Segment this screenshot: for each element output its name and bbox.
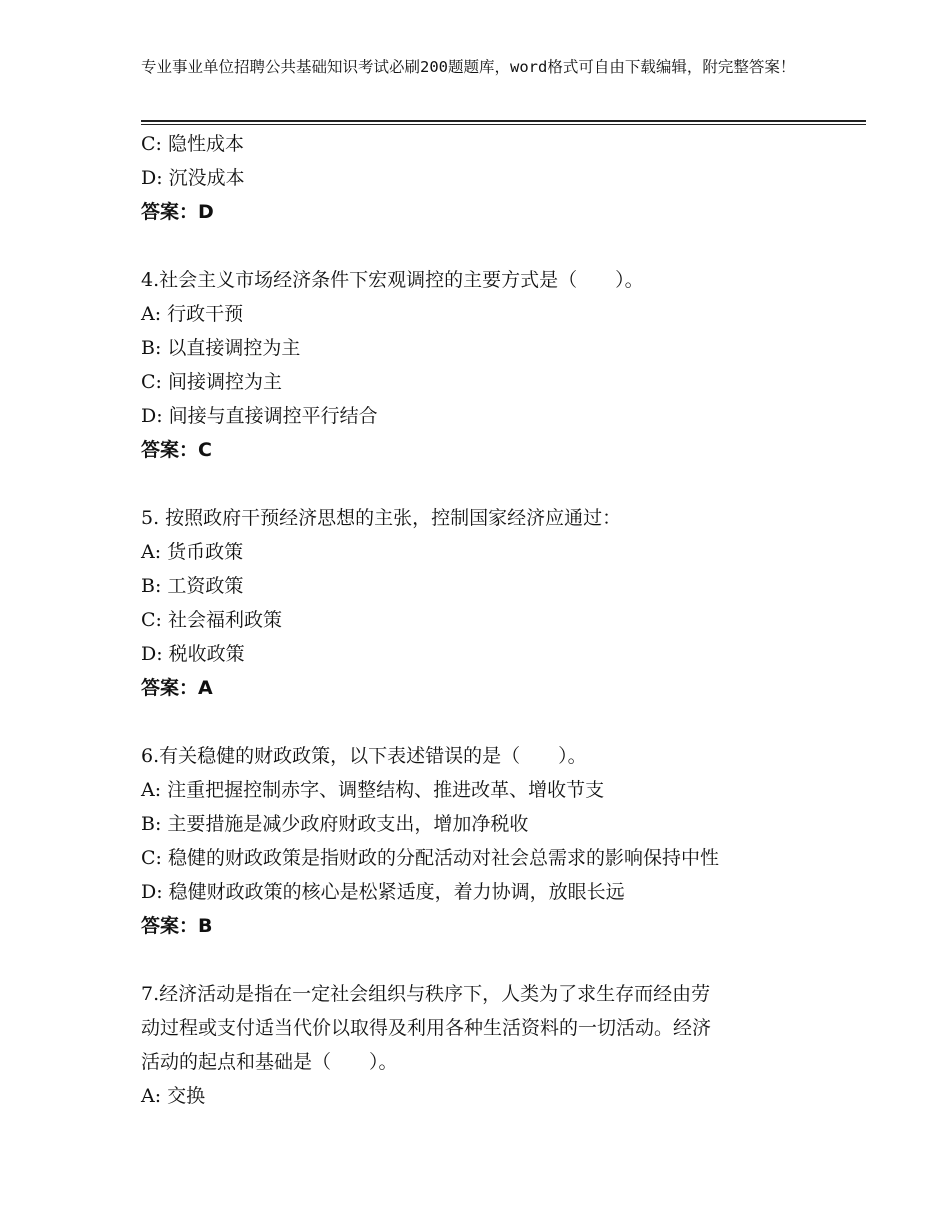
option-c: C: 社会福利政策: [141, 609, 282, 631]
answer-line: 答案：B: [141, 915, 213, 937]
header-rule-thin: [141, 124, 866, 125]
option-c: C: 隐性成本: [141, 133, 244, 155]
question-content: [141, 127, 841, 1113]
option-d: D: 沉没成本: [141, 167, 245, 189]
option-a: A: 交换: [141, 1085, 206, 1107]
answer-line: 答案：D: [141, 201, 214, 223]
question-stem: 6.有关稳健的财政政策，以下表述错误的是（ ）。: [141, 745, 587, 767]
option-b: B: 工资政策: [141, 575, 244, 597]
spacer: [141, 943, 841, 977]
option-d: D: 稳健财政政策的核心是松紧适度，着力协调，放眼长远: [141, 881, 625, 903]
spacer: [141, 467, 841, 501]
answer-line: 答案：C: [141, 439, 212, 461]
option-a: A: 行政干预: [141, 303, 244, 325]
option-d: D: 间接与直接调控平行结合: [141, 405, 378, 427]
question-stem: 5. 按照政府干预经济思想的主张，控制国家经济应通过：: [141, 507, 622, 529]
option-c: C: 间接调控为主: [141, 371, 282, 393]
option-a: A: 货币政策: [141, 541, 244, 563]
question-stem: 4.社会主义市场经济条件下宏观调控的主要方式是（ ）。: [141, 269, 644, 291]
header-rule-thick: [141, 120, 866, 122]
option-a: A: 注重把握控制赤字、调整结构、推进改革、增收节支: [141, 779, 605, 801]
option-b: B: 主要措施是减少政府财政支出，增加净税收: [141, 813, 529, 835]
option-c: C: 稳健的财政政策是指财政的分配活动对社会总需求的影响保持中性: [141, 847, 719, 869]
question-stem-line: 7.经济活动是指在一定社会组织与秩序下，人类为了求生存而经由劳: [141, 983, 711, 1005]
answer-line: 答案：A: [141, 677, 213, 699]
option-d: D: 税收政策: [141, 643, 245, 665]
spacer: [141, 229, 841, 263]
option-b: B: 以直接调控为主: [141, 337, 301, 359]
question-stem-line: 活动的起点和基础是（ ）。: [141, 1051, 398, 1073]
question-stem-line: 动过程或支付适当代价以取得及利用各种生活资料的一切活动。经济: [141, 1017, 712, 1039]
page-header: 专业事业单位招聘公共基础知识考试必刷200题题库，word格式可自由下载编辑，附完整答案！: [141, 58, 796, 76]
spacer: [141, 705, 841, 739]
